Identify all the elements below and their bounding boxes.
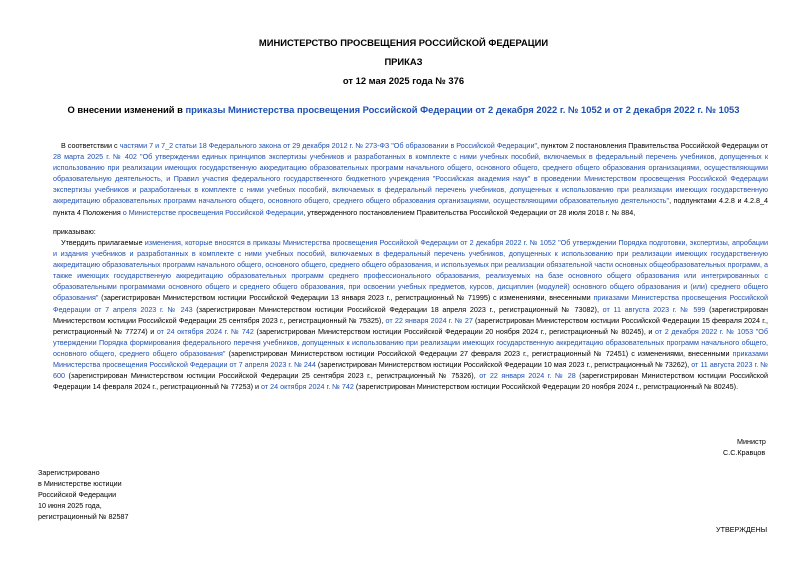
main-link[interactable]: от 22 января 2024 г. № 27 (385, 315, 473, 325)
preamble-text: В соответствии с (61, 141, 120, 150)
main-text: (зарегистрирован Министерством юстиции Российской Федерации 20 ноября 2024 г., регистрационный № 80245). (353, 382, 739, 392)
main-link[interactable]: от 2 декабря 2022 г. № 1053 "Об утверждении Порядка формирования федерального перечня учебников, допущенных к использованию при реализации имеющих государственную аккредитацию образовательных программ начального общего, основного общего, среднего общего образования" (53, 326, 768, 358)
main-link[interactable]: от 11 августа 2023 г. № 600 (53, 360, 768, 381)
title-prefix: О внесении изменений в (67, 104, 186, 115)
preamble-paragraph (53, 140, 768, 218)
main-text: (зарегистрирован Министерством юстиции Российской Федерации 25 сентября 2023 г., регистрационный № 75326), (65, 371, 480, 381)
ministry-name: МИНИСТЕРСТВО ПРОСВЕЩЕНИЯ РОССИЙСКОЙ ФЕДЕРАЦИИ (258, 37, 549, 48)
main-text: (зарегистрирован Министерством юстиции Российской Федерации 14 февраля 2024 г., регистрационный № 77253) и (53, 371, 769, 392)
order-word: приказываю: (53, 227, 96, 236)
registration-line: Российской Федерации (38, 490, 117, 500)
document-title (0, 104, 807, 115)
main-text: (зарегистрирован Министерством юстиции Российской Федерации 18 апреля 2023 г., регистрационный № 73082), (192, 304, 603, 314)
preamble-text: , пунктом 2 постановления Правительства Российской Федерации от (537, 141, 769, 150)
main-link[interactable]: приказами Министерства просвещения Российской Федерации от 7 апреля 2023 г. № 243 (53, 293, 768, 314)
main-link[interactable]: от 22 января 2024 г. № 28 (479, 371, 576, 381)
registration-line: Зарегистрировано (38, 468, 100, 477)
main-link[interactable]: , которые вносятся в приказы Министерства просвещения Российской Федерации от 2 декабря 2022 г. № 1052 "Об утверждении Порядка подготовки, экспертизы, апробации и издания учебников и разработанных в комплекте с ними учебных пособий, включаемых в федеральный перечень учебников, допущенных к использованию при реализации имеющих государственную аккредитацию образовательных программ начального общего, основного общего, среднего общего образования, и используемых при реализации обязательной части основных общеобразовательных программ, а также имеющих государственную аккредитацию образовательных программ среднего профессионального образования, реализуемых на базе основного общего образования или интегрированных с образовательными программами основного общего и среднего общего образования, при освоении учебных предметов, курсов, дисциплин (модулей) основного общего образования и (или) среднего общего образования" (53, 238, 768, 303)
registration-line: 10 июня 2025 года, (38, 501, 102, 511)
registration-block (38, 467, 128, 522)
approved-label: УТВЕРЖДЕНЫ (716, 525, 768, 534)
main-text: (зарегистрирован Министерством юстиции Российской Федерации 13 января 2023 г., регистрационный № 71995) с изменениями, внесенными (98, 293, 594, 303)
preamble-link[interactable]: о Министерстве просвещения Российской Федерации (122, 207, 304, 217)
main-text: (зарегистрирован Министерством юстиции Российской Федерации 10 мая 2023 г., регистрационный № 73262), (315, 360, 692, 370)
registration-line: регистрационный № 82587 (38, 512, 129, 522)
preamble-text: , подпунктами 4.2.8 и 4.2.8_4 пункта 4 Положения (53, 196, 768, 217)
preamble-link[interactable]: частями 7 и 7_2 статьи 18 Федерального закона от 29 декабря 2012 г. № 273-ФЗ "Об образовании в Российской Федерации" (119, 141, 538, 150)
main-text: (зарегистрирован Министерством юстиции Российской Федерации 25 сентября 2023 г., регистрационный № 75325), (53, 304, 769, 325)
main-link[interactable]: от 24 октября 2024 г. № 742 (261, 382, 354, 392)
main-text: (зарегистрирован Министерством юстиции Российской Федерации 15 февраля 2024 г., регистрационный № 77274) и (53, 315, 768, 336)
main-link[interactable]: от 24 октября 2024 г. № 742 (156, 326, 254, 336)
preamble-link[interactable]: 28 марта 2025 г. № 402 "Об утверждении единых принципов экспертизы учебников и разработанных в комплекте с ними учебных пособий, включаемых в федеральный перечень учебников, допущенных к использованию при реализации имеющих государственную аккредитацию образовательных программ начального общего, основного общего, среднего общего образования организациями, осуществляющими образовательную деятельность, и Правил участия федерального государственного бюджетного учреждения "Российская академия наук" в проведении Министерством просвещения Российской Федерации экспертизы учебников и разработанных в комплекте с ними учебных пособий, включаемых в федеральный перечень учебников, допущенных к использованию при реализации имеющих государственную аккредитацию образовательных программ начального общего, основного общего, среднего общего образования организациями, осуществляющими образовательную деятельность" (53, 152, 768, 206)
registration-line: в Министерстве юстиции (38, 479, 122, 489)
signature-name: С.С.Кравцов (723, 448, 766, 457)
main-text: (зарегистрирован Министерством юстиции Российской Федерации 20 ноября 2024 г., регистрационный № 80245), и (253, 326, 656, 336)
signature-position: Министр (737, 437, 766, 446)
main-link[interactable]: приказами Министерства просвещения Российской Федерации от 7 апреля 2023 г. № 244 (53, 348, 768, 370)
document-date-number: от 12 мая 2025 года № 376 (342, 75, 465, 86)
main-text: Утвердить прилагаемые (61, 238, 145, 247)
main-paragraph (53, 237, 768, 392)
preamble-text: , утвержденного постановлением Правительства Российской Федерации от 28 июля 2018 г. № 884, (303, 207, 636, 217)
main-link[interactable]: от 11 августа 2023 г. № 599 (602, 304, 706, 314)
title-link[interactable]: приказы Министерства просвещения Российской Федерации от 2 декабря 2022 г. № 1052 и от 2 декабря 2022 г. № 1053 (185, 104, 740, 115)
main-text: (зарегистрирован Министерством юстиции Российской Федерации 27 февраля 2023 г., регистрационный № 72451) с изменениями, внесенными (225, 348, 733, 358)
document-type: ПРИКАЗ (384, 56, 423, 67)
main-link[interactable]: изменения (144, 238, 181, 247)
